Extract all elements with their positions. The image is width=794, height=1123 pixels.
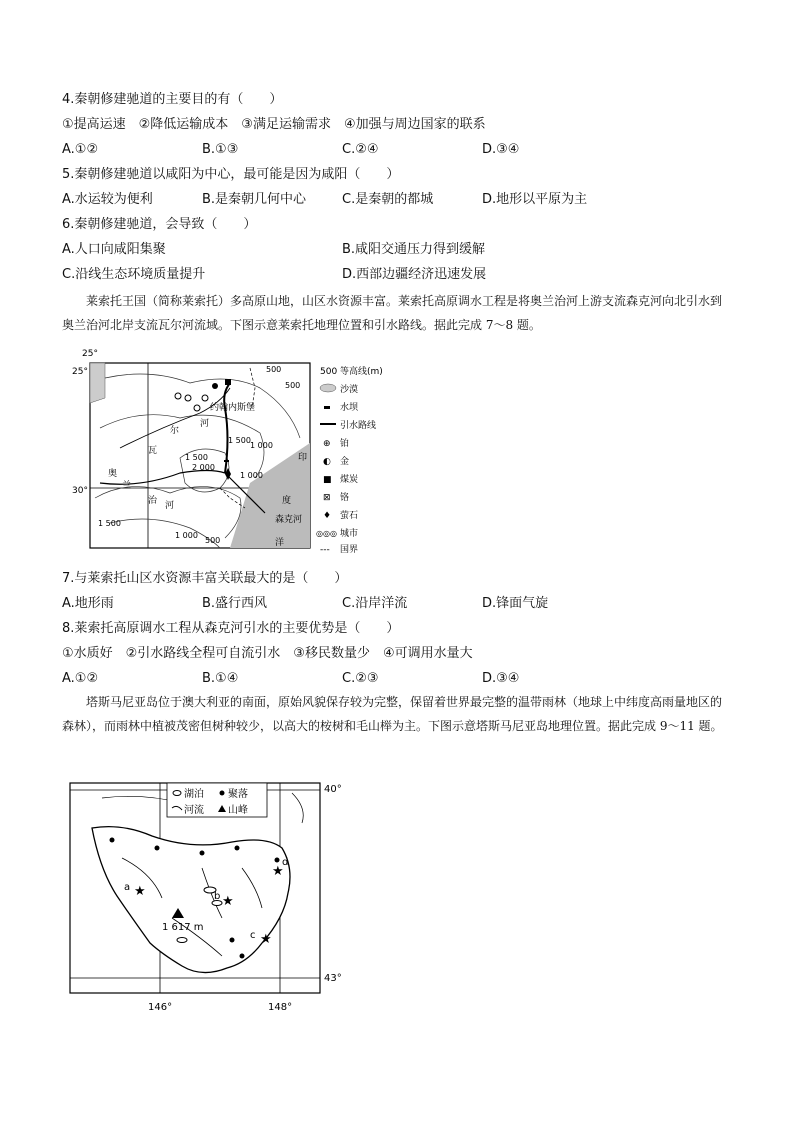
q6-option-d: D.西部边疆经济迅速发展 — [342, 267, 487, 282]
lon146-label: 146° — [148, 1002, 173, 1013]
q7-option-c: C.沿岸洋流 — [342, 596, 408, 611]
q6-stem: 6.秦朝修建驰道，会导致（ ） — [62, 217, 257, 232]
point-a-label: a — [124, 882, 131, 893]
q4-option-d: D.③④ — [482, 142, 520, 157]
contour-label: 1 000 — [175, 531, 198, 540]
q8-stem: 8.莱索托高原调水工程从森克河引水的主要优势是（ ） — [62, 621, 400, 636]
legend-chromium: 铬 — [340, 493, 350, 503]
q5-stem: 5.秦朝修建驰道以咸阳为中心，最可能是因为咸阳（ ） — [62, 167, 400, 182]
orange-label: 兰 — [122, 481, 132, 491]
legend-fluorite: 萤石 — [340, 511, 359, 521]
settlement-icon — [110, 838, 115, 843]
orange-label: 治 — [148, 496, 158, 506]
q8-items: ①水质好 ②引水路线全程可自流引水 ③移民数量少 ④可调用水量大 — [62, 646, 473, 661]
passage-lesotho: 莱索托王国（简称莱索托）多高原山地，山区水资源丰富。莱索托高原调水工程是将奥兰治河上游支流森克河向北引水到奥兰治河北岸支流瓦尔河流域。下图示意莱索托地理位置和引水路线。据此完成 7～8 题。 — [62, 294, 723, 332]
settlement-icon — [220, 791, 225, 796]
legend-coal-sym: ■ — [323, 475, 332, 485]
contour-label: 1 000 — [250, 441, 273, 450]
q4-option-b: B.①③ — [202, 142, 239, 157]
star-d-icon: ★ — [272, 864, 284, 879]
settlement-icon — [235, 846, 240, 851]
star-b-icon: ★ — [222, 894, 234, 909]
q8-option-d: D.③④ — [482, 671, 520, 686]
lat25-label: 25° — [72, 367, 88, 377]
q5-option-b: B.是秦朝几何中心 — [202, 192, 307, 207]
map1-legend — [316, 365, 383, 553]
q7-stem: 7.与莱索托山区水资源丰富关联最大的是（ ） — [62, 571, 348, 586]
legend-contour: 等高线(m) — [340, 367, 383, 377]
coal-icon — [225, 379, 231, 385]
legend-peak: 山峰 — [228, 805, 248, 816]
star-a-icon: ★ — [134, 884, 146, 899]
legend-gold-sym: ◐ — [323, 457, 331, 467]
legend-settlement: 聚落 — [228, 789, 248, 800]
contour-label: 500 — [266, 365, 282, 374]
ocean-label: 度 — [282, 496, 292, 506]
point-c-label: c — [250, 930, 256, 941]
peak-elevation-label: 1 617 m — [162, 922, 204, 933]
tasmania-map — [62, 778, 362, 1028]
contour-label: 1 500 — [228, 436, 251, 445]
lon148-label: 148° — [268, 1002, 293, 1013]
passage-tasmania: 塔斯马尼亚岛位于澳大利亚的南面，原始风貌保存较为完整，保留着世界最完整的温带雨林（地球上中纬度高雨量地区的森林），而雨林中植被茂密但树种较少，以高大的桉树和毛山榉为主。下图示意塔斯马尼亚岛地理位置。据此完成 9～11 题。 — [62, 695, 723, 733]
legend-river: 河流 — [184, 805, 204, 816]
lat40-label: 40° — [324, 784, 342, 795]
contour-label: 1 000 — [240, 471, 263, 480]
settlement-icon — [275, 858, 280, 863]
q7-option-a: A.地形雨 — [62, 596, 114, 611]
settlement-icon — [230, 938, 235, 943]
q5-option-a: A.水运较为便利 — [62, 192, 153, 207]
dam-icon — [324, 406, 330, 409]
lake-icon — [173, 791, 181, 796]
legend-border-sym: --- — [320, 545, 330, 553]
legend-chromium-sym: ⊠ — [323, 493, 331, 503]
orange-label: 奥 — [108, 469, 118, 479]
q4-stem: 4.秦朝修建驰道的主要目的有（ ） — [62, 92, 283, 107]
gold-icon — [212, 383, 218, 389]
settlement-icon — [155, 846, 160, 851]
q6-option-a: A.人口向咸阳集聚 — [62, 242, 166, 257]
point-d-label: d — [282, 857, 289, 868]
dam-icon — [224, 460, 229, 462]
desert-patch — [90, 363, 105, 403]
legend-desert: 沙漠 — [340, 385, 359, 395]
legend-gold: 金 — [340, 457, 350, 467]
senqu-label: 森克河 — [275, 515, 303, 525]
legend-coal: 煤炭 — [340, 475, 359, 485]
contour-label: 500 — [285, 381, 301, 390]
legend-box — [167, 783, 267, 817]
settlement-icon — [200, 851, 205, 856]
city-label: 约翰内斯堡 — [210, 403, 256, 413]
q6-option-c: C.沿线生态环境质量提升 — [62, 267, 206, 282]
contour-label: 1 500 — [98, 519, 121, 528]
q5-option-d: D.地形以平原为主 — [482, 192, 588, 207]
q8-option-b: B.①④ — [202, 671, 239, 686]
lake-icon — [177, 938, 187, 943]
lon-label: 25° — [82, 349, 98, 359]
q4-items: ①提高运速 ②降低运输成本 ③满足运输需求 ④加强与周边国家的联系 — [62, 117, 486, 132]
vaal-label: 河 — [200, 419, 210, 429]
legend-border: 国界 — [340, 545, 359, 553]
ocean-label: 印 — [298, 453, 308, 463]
legend-lake: 湖泊 — [184, 789, 204, 800]
legend-fluorite-sym: ♦ — [323, 511, 332, 521]
vaal-label: 瓦 — [148, 446, 158, 456]
star-c-icon: ★ — [260, 932, 272, 947]
q8-option-a: A.①② — [62, 671, 99, 686]
contour-label: 500 — [205, 536, 221, 545]
q8-option-c: C.②③ — [342, 671, 379, 686]
legend-contour-sym: 500 — [320, 367, 338, 377]
map2-legend — [167, 783, 267, 817]
lat30-label: 30° — [72, 486, 88, 496]
q7-option-d: D.锋面气旋 — [482, 596, 549, 611]
q4-option-a: A.①② — [62, 142, 99, 157]
q7-option-b: B.盛行西风 — [202, 596, 268, 611]
legend-platinum-sym: ⊕ — [323, 439, 331, 449]
vaal-label: 尔 — [170, 426, 180, 436]
lesotho-map — [60, 348, 400, 553]
point-b-label: b — [214, 891, 221, 902]
legend-city-sym: ◎◎◎ — [316, 529, 337, 538]
desert-icon — [320, 384, 336, 392]
contour-label: 2 000 — [192, 463, 215, 472]
settlement-icon — [240, 954, 245, 959]
orange-label: 河 — [165, 501, 175, 511]
lat43-label: 43° — [324, 973, 342, 984]
legend-platinum: 铂 — [340, 439, 350, 449]
ocean-label: 洋 — [275, 538, 285, 548]
q4-option-c: C.②④ — [342, 142, 379, 157]
legend-route: 引水路线 — [340, 421, 377, 431]
q6-option-b: B.咸阳交通压力得到缓解 — [342, 242, 486, 257]
legend-city: 城市 — [340, 529, 359, 539]
q5-option-c: C.是秦朝的都城 — [342, 192, 434, 207]
contour-label: 1 500 — [185, 453, 208, 462]
legend-dam: 水坝 — [340, 403, 359, 413]
